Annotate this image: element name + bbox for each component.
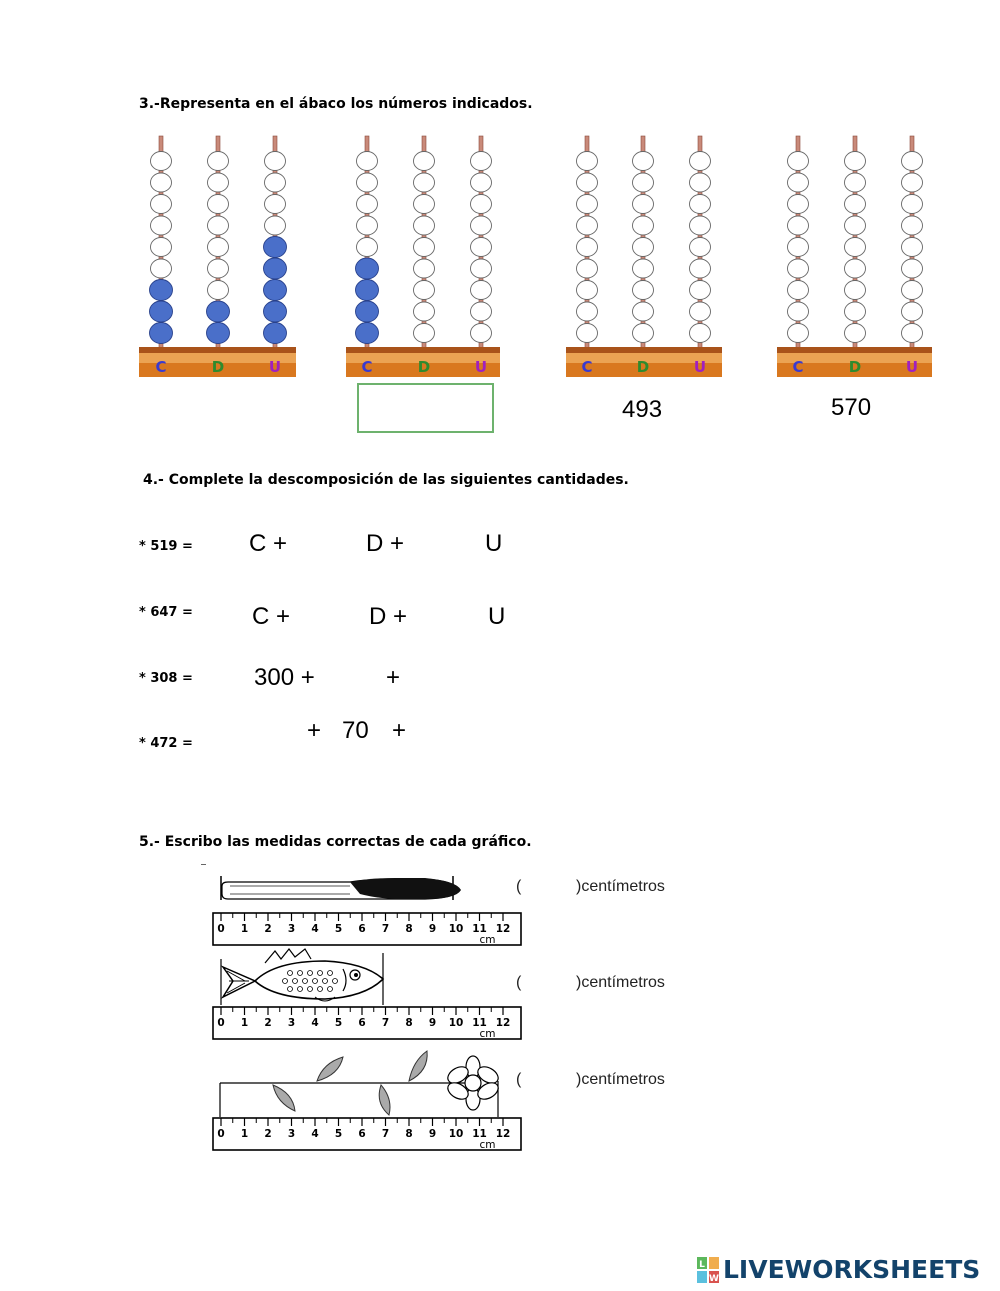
ruler-1-number-6: 6 [358, 923, 366, 935]
equation-647-units: U [488, 603, 506, 630]
abacus-4-bead-empty [845, 302, 866, 321]
abacus-2-bead-empty [471, 216, 492, 235]
equation-519-units: U [485, 530, 503, 557]
abacus-3-bead-empty [633, 281, 654, 300]
abacus-4-bead-empty [788, 216, 809, 235]
abacus-2-bead-empty [414, 302, 435, 321]
abacus-3-label-c: C [581, 358, 593, 376]
section-5-title: 5.- Escribo las medidas correctas de cada gráfico. [139, 834, 532, 850]
abacus-2-bead-filled [356, 323, 379, 344]
logo-badge-letter-w: W [709, 1273, 719, 1283]
equation-647-hundreds: C + [252, 603, 291, 630]
abacus-3-bead-empty [633, 195, 654, 214]
abacus-2-bead-empty [414, 195, 435, 214]
abacus-2-bead-empty [471, 152, 492, 171]
abacus-2-bead-empty [414, 152, 435, 171]
abacus-4-base-top [777, 347, 932, 353]
abacus-4-label-d: D [848, 358, 862, 376]
abacus-3-bead-empty [690, 152, 711, 171]
abacus-4-bead-empty [845, 216, 866, 235]
abacus-1-bead-empty [208, 238, 229, 257]
abacus-4-bead-empty [845, 195, 866, 214]
abacus-3-bead-empty [690, 238, 711, 257]
liveworksheets-logo [697, 1255, 980, 1284]
abacus-1-bead-empty [151, 259, 172, 278]
ruler-3-number-5: 5 [334, 1128, 343, 1140]
abacus-1-base-top [139, 347, 296, 353]
abacus-3-base-top [566, 347, 722, 353]
abacus-2-label-u: U [474, 358, 488, 376]
ruler-2-number-6: 6 [358, 1017, 366, 1029]
abacus-1-bead-empty [151, 238, 172, 257]
ruler-1-number-0: 0 [217, 923, 225, 935]
abacus-3-bead-empty [577, 195, 598, 214]
equation-647-label: * 647 = [139, 605, 193, 620]
abacus-1-bead-empty [208, 195, 229, 214]
abacus-4-bead-empty [902, 216, 923, 235]
abacus-1-bead-filled [264, 301, 287, 322]
abacus-1-bead-filled [150, 323, 173, 344]
abacus-2-bead-empty [357, 216, 378, 235]
abacus-1-bead-filled [264, 280, 287, 301]
abacus-4-bead-empty [788, 152, 809, 171]
abacus-2-bead-empty [471, 281, 492, 300]
equation-519-hundreds: C + [249, 530, 288, 557]
abacus-4-target-number: 570 [831, 394, 872, 421]
stray-mark [201, 864, 206, 865]
abacus-2-bead-filled [356, 258, 379, 279]
abacus-2-bead-empty [471, 238, 492, 257]
abacus-3-bead-empty [633, 152, 654, 171]
abacus-4-bead-empty [902, 281, 923, 300]
abacus-4-label-c: C [792, 358, 804, 376]
equation-308-plus: + [386, 664, 401, 691]
abacus-1-bead-empty [151, 216, 172, 235]
abacus-4-bead-empty [845, 281, 866, 300]
ruler-3-number-6: 6 [358, 1128, 366, 1140]
abacus-3-bead-empty [690, 216, 711, 235]
abacus-2-bead-empty [414, 281, 435, 300]
abacus-1-bead-empty [265, 173, 286, 192]
abacus-3-bead-empty [577, 238, 598, 257]
ruler-2 [212, 1006, 524, 1042]
abacus-3-bead-empty [633, 173, 654, 192]
abacus-1-bead-empty [265, 216, 286, 235]
abacus-3-target-number: 493 [622, 396, 663, 423]
ruler-3-number-3: 3 [287, 1128, 296, 1140]
abacus-2-bead-filled [356, 301, 379, 322]
ruler-1-number-1: 1 [240, 923, 249, 935]
ruler-3-number-1: 1 [240, 1128, 249, 1140]
measure-1-unit: )centímetros [576, 878, 665, 895]
abacus-3-bead-empty [633, 259, 654, 278]
equation-519-label: * 519 = [139, 539, 193, 554]
measure-3-open-paren: ( [516, 1071, 522, 1088]
abacus-2-bead-empty [414, 259, 435, 278]
equation-308-label: * 308 = [139, 671, 193, 686]
abacus-4-bead-empty [788, 324, 809, 343]
abacus-4-bead-empty [845, 152, 866, 171]
equation-472-plus-2: + [392, 717, 407, 744]
ruler-2-number-12: 12 [495, 1017, 511, 1029]
abacus-2-base-top [346, 347, 500, 353]
abacus-4-bead-empty [788, 195, 809, 214]
ruler-2-number-3: 3 [287, 1017, 296, 1029]
section-3-title: 3.-Representa en el ábaco los números indicados. [139, 96, 533, 112]
abacus-1-bead-empty [151, 195, 172, 214]
abacus-1-bead-empty [151, 152, 172, 171]
abacus-3-bead-empty [690, 173, 711, 192]
ruler-3-unit: cm [479, 1139, 496, 1151]
ruler-1-number-10: 10 [448, 923, 464, 935]
abacus-4-bead-empty [902, 259, 923, 278]
ruler-2-unit: cm [479, 1028, 496, 1040]
equation-308-hundreds: 300 + [254, 664, 315, 691]
abacus-2-bead-empty [414, 216, 435, 235]
abacus-3-bead-empty [577, 173, 598, 192]
flower-illustration [215, 1045, 515, 1117]
abacus-2-bead-empty [414, 324, 435, 343]
ruler-1-number-4: 4 [311, 923, 319, 935]
abacus-2-bead-empty [414, 173, 435, 192]
abacus-3-bead-empty [633, 302, 654, 321]
equation-472-label: * 472 = [139, 736, 193, 751]
ruler-1-number-12: 12 [495, 923, 511, 935]
abacus-2-bead-empty [471, 324, 492, 343]
abacus-1-bead-filled [264, 323, 287, 344]
abacus-4-bead-empty [902, 152, 923, 171]
abacus-3-bead-empty [633, 216, 654, 235]
abacus-1-label-c: C [155, 358, 167, 376]
ruler-2-number-11: 11 [472, 1017, 487, 1029]
ruler-2-number-7: 7 [381, 1017, 390, 1029]
ruler-3-number-10: 10 [448, 1128, 464, 1140]
abacus-1-label-d: D [211, 358, 225, 376]
measure-2-unit: )centímetros [576, 974, 665, 991]
abacus-2-bead-empty [357, 152, 378, 171]
abacus-3-label-d: D [636, 358, 650, 376]
abacus-1-bead-empty [208, 173, 229, 192]
measure-3-unit: )centímetros [576, 1071, 665, 1088]
ruler-3-number-11: 11 [472, 1128, 487, 1140]
abacus-1-bead-empty [265, 195, 286, 214]
abacus-2-bead-empty [414, 238, 435, 257]
ruler-2-number-8: 8 [405, 1017, 413, 1029]
ruler-2-number-5: 5 [334, 1017, 343, 1029]
abacus-2-answer-box[interactable] [357, 383, 494, 433]
abacus-4-bead-empty [902, 324, 923, 343]
ruler-2-number-1: 1 [240, 1017, 249, 1029]
abacus-1-bead-empty [265, 152, 286, 171]
abacus-2-bead-empty [471, 259, 492, 278]
abacus-3-bead-empty [577, 302, 598, 321]
abacus-4-bead-empty [902, 238, 923, 257]
abacus-2-bead-empty [471, 195, 492, 214]
equation-472-tens: 70 [342, 717, 369, 744]
abacus-3-label-u: U [693, 358, 707, 376]
abacus-3-bead-empty [633, 324, 654, 343]
ruler-3 [212, 1117, 524, 1153]
equation-472-plus-1: + [307, 717, 322, 744]
abacus-4-bead-empty [845, 238, 866, 257]
brand-name: LIVEWORKSHEETS [723, 1255, 981, 1284]
abacus-3-bead-empty [633, 238, 654, 257]
abacus-3-bead-empty [690, 281, 711, 300]
pen-illustration [200, 872, 520, 902]
section-4-title: 4.- Complete la descomposición de las siguientes cantidades. [143, 472, 629, 488]
abacus-4-bead-empty [902, 173, 923, 192]
ruler-3-number-4: 4 [311, 1128, 319, 1140]
abacus-4-bead-empty [902, 302, 923, 321]
abacus-1-bead-filled [264, 258, 287, 279]
ruler-1-number-3: 3 [287, 923, 296, 935]
abacus-2-label-c: C [361, 358, 373, 376]
logo-badge-icon [697, 1257, 719, 1283]
ruler-3-number-9: 9 [428, 1128, 437, 1140]
equation-647-tens: D + [369, 603, 408, 630]
abacus-2-bead-empty [357, 195, 378, 214]
abacus-1-bead-empty [151, 173, 172, 192]
abacus-4-bead-empty [788, 281, 809, 300]
abacus-2-bead-empty [357, 173, 378, 192]
abacus-1-label-u: U [268, 358, 282, 376]
ruler-3-number-8: 8 [405, 1128, 413, 1140]
logo-badge-letter-l: L [699, 1259, 705, 1270]
ruler-2-number-9: 9 [428, 1017, 437, 1029]
abacus-4-bead-empty [788, 238, 809, 257]
abacus-3-bead-empty [577, 324, 598, 343]
ruler-2-number-4: 4 [311, 1017, 319, 1029]
ruler-1 [212, 912, 524, 948]
ruler-2-number-0: 0 [217, 1017, 225, 1029]
abacus-4-bead-empty [788, 259, 809, 278]
ruler-1-number-7: 7 [381, 923, 390, 935]
ruler-1-number-2: 2 [264, 923, 272, 935]
ruler-1-number-5: 5 [334, 923, 343, 935]
ruler-3-number-12: 12 [495, 1128, 511, 1140]
abacus-3-bead-empty [690, 324, 711, 343]
abacus-3-bead-empty [577, 216, 598, 235]
equation-519-tens: D + [366, 530, 405, 557]
measure-2-open-paren: ( [516, 974, 522, 991]
abacus-3-bead-empty [690, 259, 711, 278]
abacus-4-bead-empty [788, 173, 809, 192]
abacus-1-bead-filled [207, 301, 230, 322]
fish-illustration [215, 945, 395, 1005]
abacus-4-bead-empty [845, 173, 866, 192]
abacus-1-bead-empty [208, 216, 229, 235]
abacus-4-bead-empty [845, 259, 866, 278]
ruler-3-number-7: 7 [381, 1128, 390, 1140]
ruler-1-number-11: 11 [472, 923, 487, 935]
abacus-2-bead-empty [357, 238, 378, 257]
ruler-1-number-8: 8 [405, 923, 413, 935]
abacus-4-bead-empty [902, 195, 923, 214]
abacus-2-label-d: D [417, 358, 431, 376]
abacus-group [0, 130, 1000, 390]
abacus-1-bead-empty [208, 281, 229, 300]
abacus-4-bead-empty [788, 302, 809, 321]
abacus-1-bead-filled [150, 301, 173, 322]
ruler-2-number-10: 10 [448, 1017, 464, 1029]
abacus-2-bead-empty [471, 173, 492, 192]
abacus-4-bead-empty [845, 324, 866, 343]
abacus-4-label-u: U [905, 358, 919, 376]
measure-1-open-paren: ( [516, 878, 522, 895]
ruler-2-number-2: 2 [264, 1017, 272, 1029]
abacus-1-bead-filled [207, 323, 230, 344]
abacus-2-bead-filled [356, 280, 379, 301]
abacus-1-bead-empty [208, 259, 229, 278]
abacus-3-bead-empty [690, 302, 711, 321]
ruler-3-number-2: 2 [264, 1128, 272, 1140]
ruler-1-unit: cm [479, 934, 496, 946]
abacus-1-bead-filled [150, 280, 173, 301]
ruler-3-number-0: 0 [217, 1128, 225, 1140]
abacus-3-bead-empty [577, 152, 598, 171]
abacus-3-bead-empty [690, 195, 711, 214]
abacus-1-bead-empty [208, 152, 229, 171]
abacus-2-bead-empty [471, 302, 492, 321]
ruler-1-number-9: 9 [428, 923, 437, 935]
abacus-1-bead-filled [264, 237, 287, 258]
abacus-3-bead-empty [577, 281, 598, 300]
abacus-3-bead-empty [577, 259, 598, 278]
